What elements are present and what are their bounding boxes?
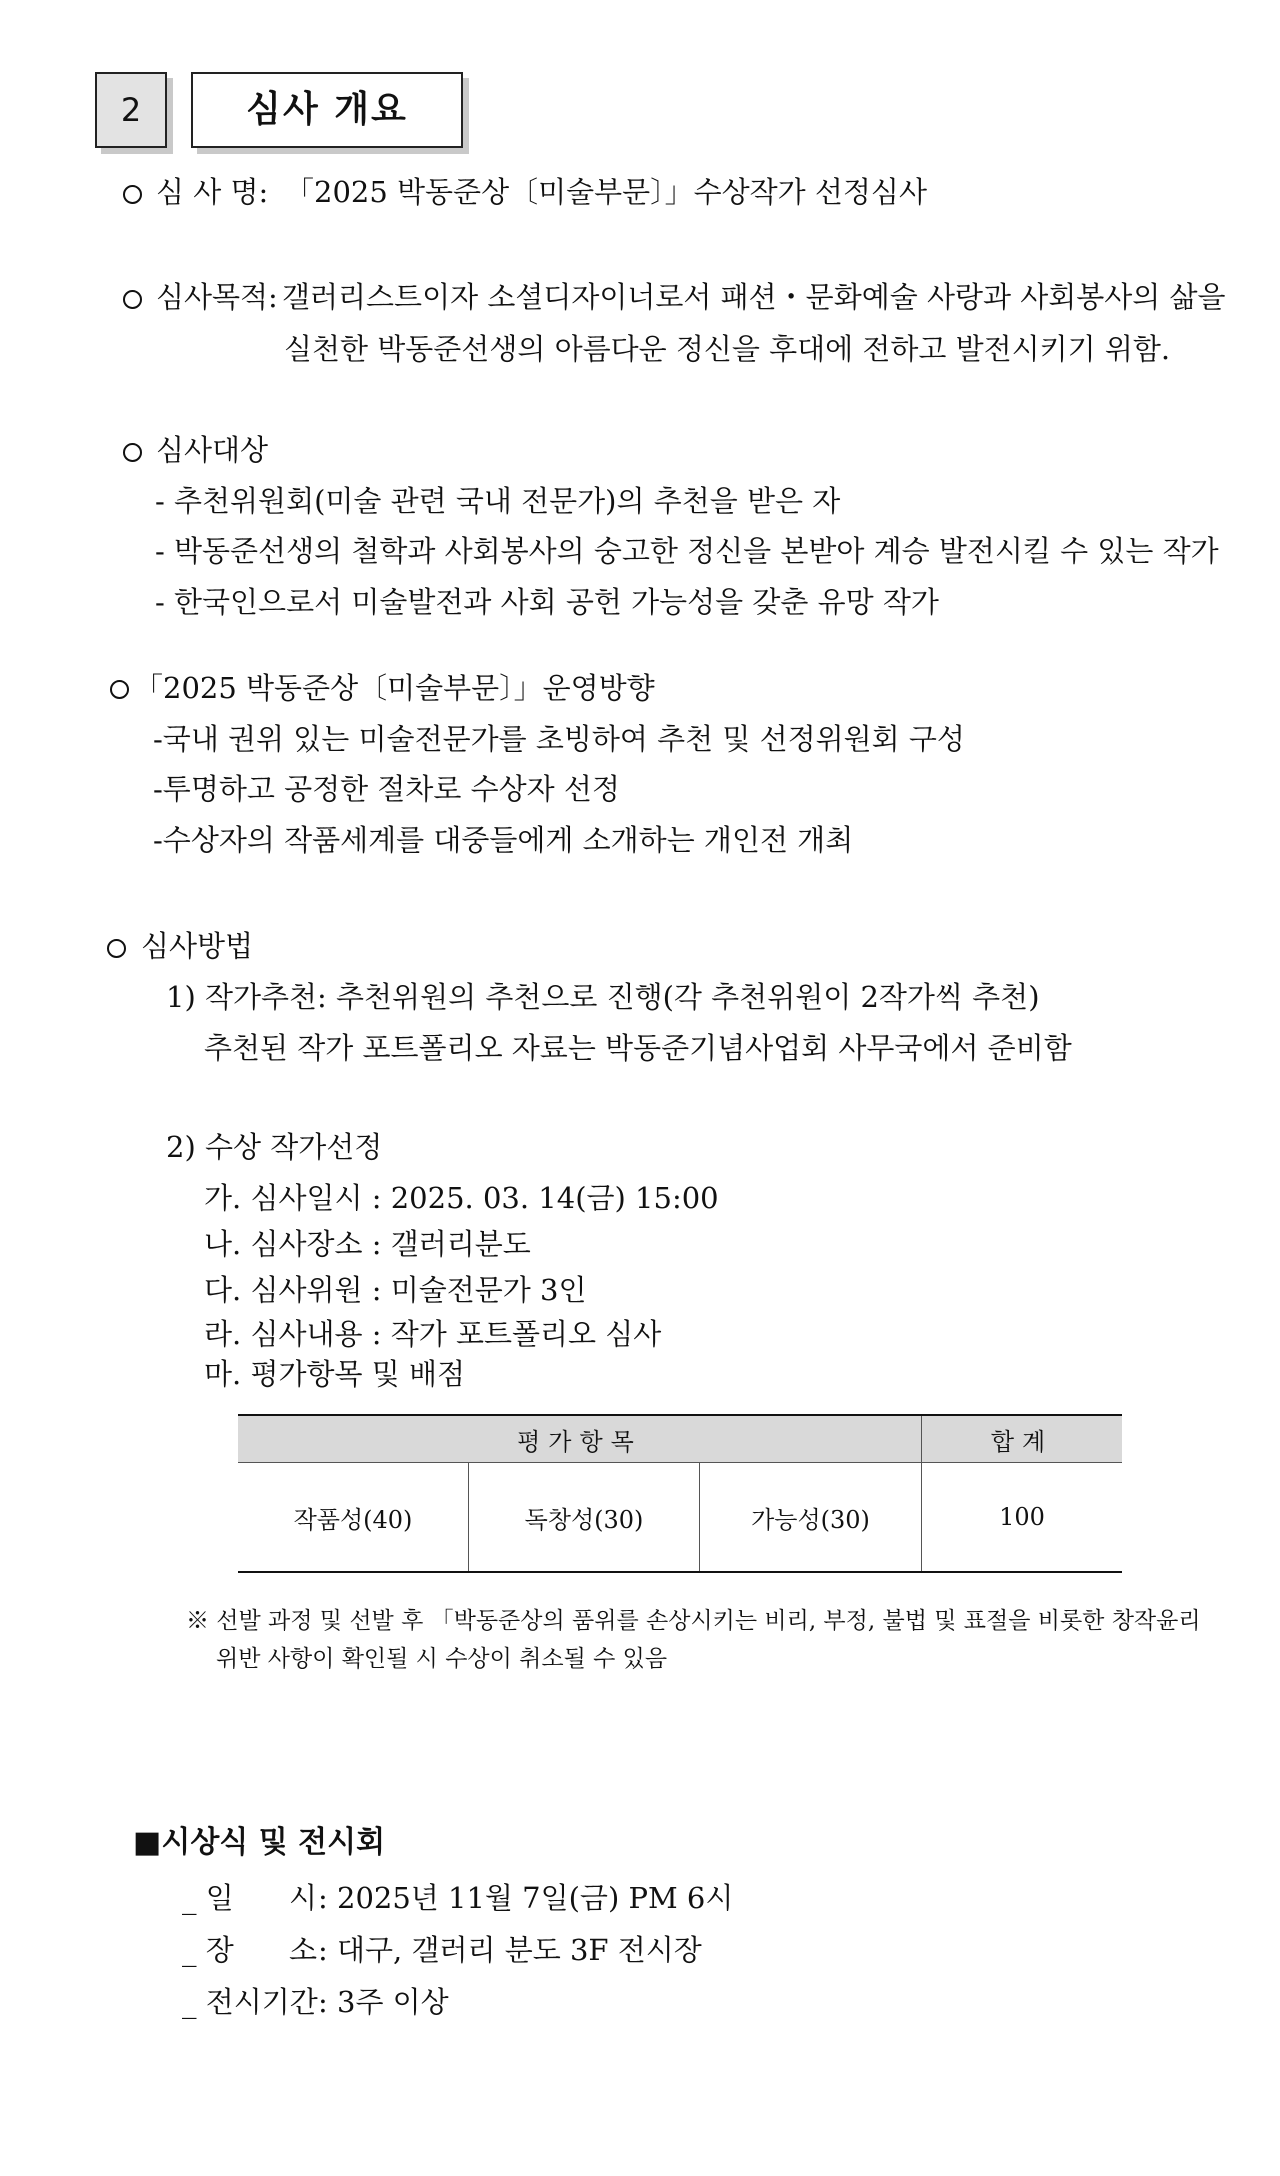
method-heading: 심사방법 — [141, 929, 254, 963]
table-cell: 100 — [922, 1463, 1123, 1573]
method-step1-line2: 추천된 작가 포트폴리오 자료는 박동준기념사업회 사무국에서 준비함 — [204, 1031, 1072, 1065]
selection-item: 마. 평가항목 및 배점 — [204, 1357, 465, 1391]
section-title: 심사 개요 — [191, 72, 463, 148]
table-row — [238, 1463, 1122, 1573]
section-number: 2 — [95, 72, 167, 148]
target-item: - 추천위원회(미술 관련 국내 전문가)의 추천을 받은 자 — [155, 484, 841, 518]
ceremony-date-value: : 2025년 11월 7일(금) PM 6시 — [318, 1881, 734, 1915]
ceremony-place-value: : 대구, 갤러리 분도 3F 전시장 — [318, 1933, 702, 1967]
policy-item: -국내 권위 있는 미술전문가를 초빙하여 추천 및 선정위원회 구성 — [153, 722, 965, 756]
table-header-items: 평가항목 — [238, 1415, 922, 1463]
selection-item: 다. 심사위원 : 미술전문가 3인 — [204, 1273, 587, 1307]
score-table — [238, 1414, 1122, 1573]
target-heading: 심사대상 — [156, 433, 269, 467]
bullet-circle-icon — [110, 680, 129, 699]
purpose-line-1: 갤러리스트이자 소셜디자이너로서 패션・문화예술 사랑과 사회봉사의 삶을 — [282, 280, 1226, 314]
bullet-circle-icon — [107, 939, 126, 958]
bullet-circle-icon — [123, 443, 142, 462]
note-line-2: 위반 사항이 확인될 시 수상이 취소될 수 있음 — [216, 1646, 668, 1672]
ceremony-date-label: _ 일 시 — [182, 1881, 318, 1915]
policy-item: -수상자의 작품세계를 대중들에게 소개하는 개인전 개최 — [153, 823, 854, 857]
ceremony-period-label: _ 전시기간 — [182, 1985, 318, 2019]
policy-item: -투명하고 공정한 절차로 수상자 선정 — [153, 772, 620, 806]
bullet-circle-icon — [123, 185, 142, 204]
policy-heading: 「2025 박동준상〔미술부문〕」운영방향 — [134, 671, 655, 705]
purpose-label: 심사목적: — [156, 280, 278, 314]
target-item: - 한국인으로서 미술발전과 사회 공헌 가능성을 갖춘 유망 작가 — [155, 585, 939, 619]
ceremony-heading: ■시상식 및 전시회 — [133, 1825, 386, 1860]
ceremony-place-label: _ 장 소 — [182, 1933, 318, 1967]
target-item: - 박동준선생의 철학과 사회봉사의 숭고한 정신을 본받아 계승 발전시킬 수 있는 작가 — [155, 534, 1219, 568]
table-cell: 작품성(40) — [238, 1463, 469, 1573]
selection-item: 나. 심사장소 : 갤러리분도 — [204, 1227, 531, 1261]
method-step1-line1: 1) 작가추천: 추천위원의 추천으로 진행(각 추천위원이 2작가씩 추천) — [166, 980, 1040, 1014]
review-name-label: 심 사 명: — [156, 175, 269, 209]
ceremony-period-value: : 3주 이상 — [318, 1985, 449, 2019]
table-cell: 가능성(30) — [700, 1463, 922, 1573]
table-cell: 독창성(30) — [469, 1463, 700, 1573]
selection-item: 라. 심사내용 : 작가 포트폴리오 심사 — [204, 1317, 662, 1351]
review-name-value: 「2025 박동준상〔미술부문〕」수상작가 선정심사 — [285, 175, 927, 209]
table-header-total: 합계 — [922, 1415, 1123, 1463]
note-line-1: ※ 선발 과정 및 선발 후 「박동준상의 품위를 손상시키는 비리, 부정, 불법 및 표절을 비롯한 창작윤리 — [186, 1608, 1201, 1634]
selection-item: 가. 심사일시 : 2025. 03. 14(금) 15:00 — [204, 1181, 719, 1215]
purpose-line-2: 실천한 박동준선생의 아름다운 정신을 후대에 전하고 발전시키기 위함. — [284, 332, 1171, 366]
method-step2-heading: 2) 수상 작가선정 — [166, 1130, 383, 1164]
bullet-circle-icon — [123, 290, 142, 309]
